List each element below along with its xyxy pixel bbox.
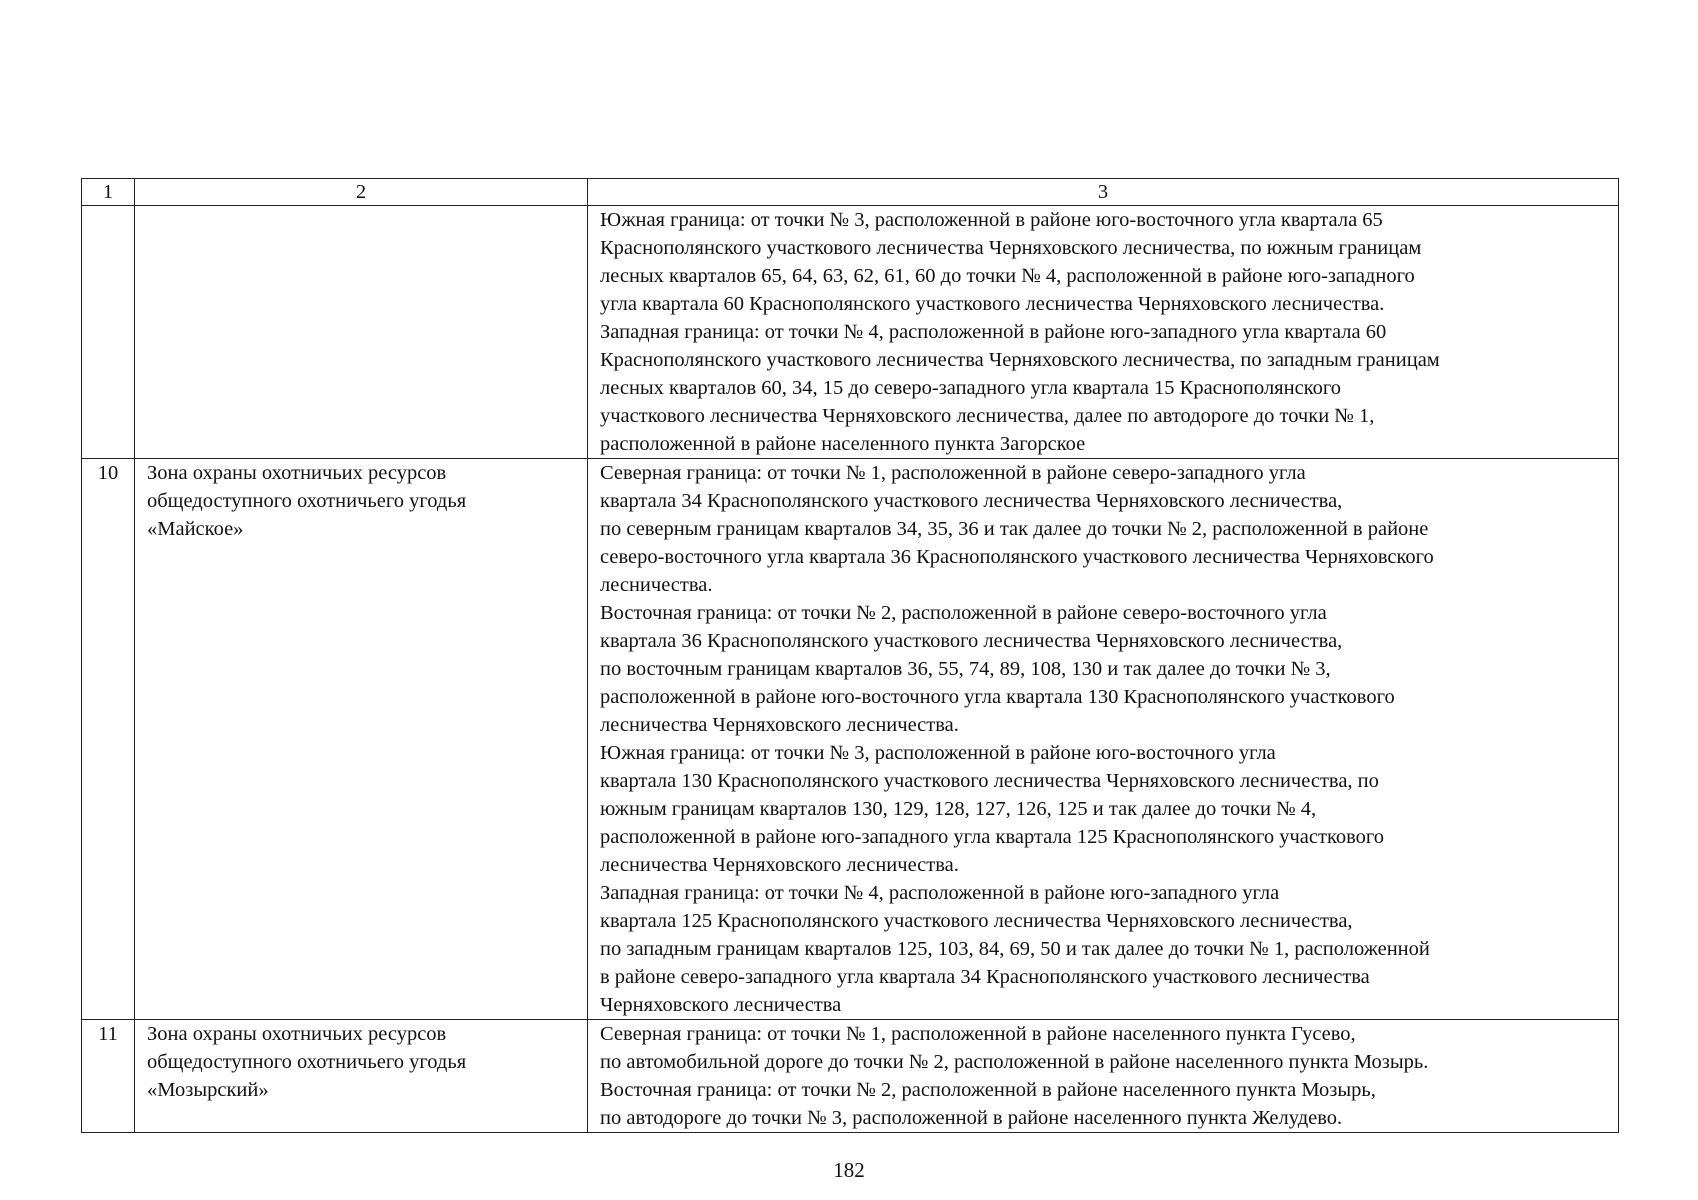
boundary-description-line: Черняховского лесничества (600, 994, 842, 1016)
zone-name-line: общедоступного охотничьего угодья (147, 1051, 467, 1073)
table-header-row (82, 179, 1619, 206)
boundary-description-line: расположенной в районе юго-восточного угла квартала 130 Краснополянского участкового (600, 686, 1395, 708)
boundary-description-line: расположенной в районе населенного пункта Загорское (600, 433, 1086, 455)
boundary-description-line: по западным границам кварталов 125, 103, 84, 69, 50 и так далее до точки № 1, расположенной (600, 938, 1430, 960)
boundary-description-line: лесничества. (600, 574, 713, 596)
boundary-description-cell (588, 206, 1619, 459)
boundary-description-line: Восточная граница: от точки № 2, расположенной в районе северо-восточного угла (600, 602, 1327, 624)
boundary-description-cell (588, 459, 1619, 1020)
boundary-description-line: квартала 130 Краснополянского участкового лесничества Черняховского лесничества, по (600, 770, 1379, 792)
row-number (82, 206, 135, 459)
zone-name-line: общедоступного охотничьего угодья (147, 490, 467, 512)
boundary-description-line: южным границам кварталов 130, 129, 128, 127, 126, 125 и так далее до точки № 4, (600, 798, 1317, 820)
boundary-description-line: расположенной в районе юго-западного угла квартала 125 Краснополянского участкового (600, 826, 1385, 848)
zone-name-line: Зона охраны охотничьих ресурсов (147, 462, 447, 484)
boundary-description-line: лесных кварталов 65, 64, 63, 62, 61, 60 до точки № 4, расположенной в районе юго-западного (600, 265, 1415, 287)
table-body (82, 206, 1619, 1133)
boundary-description-cell (588, 1020, 1619, 1133)
boundary-description-line: лесных кварталов 60, 34, 15 до северо-западного угла квартала 15 Краснополянского (600, 377, 1341, 399)
table-row (82, 459, 1619, 1020)
boundary-description-line: по восточным границам кварталов 36, 55, 74, 89, 108, 130 и так далее до точки № 3, (600, 658, 1331, 680)
boundary-description-line: квартала 125 Краснополянского участкового лесничества Черняховского лесничества, (600, 910, 1353, 932)
boundary-description-line: Южная граница: от точки № 3, расположенной в районе юго-восточного угла (600, 742, 1276, 764)
boundary-description-line: Западная граница: от точки № 4, расположенной в районе юго-западного угла квартала 60 (600, 321, 1387, 343)
boundary-description-line: по автодороге до точки № 3, расположенной в районе населенного пункта Желудево. (600, 1107, 1343, 1129)
zone-name-line: «Майское» (147, 518, 244, 540)
zone-name-line: «Мозырский» (147, 1079, 269, 1101)
boundary-description-line: по северным границам кварталов 34, 35, 36 и так далее до точки № 2, расположенной в районе (600, 518, 1429, 540)
boundary-description-line: Краснополянского участкового лесничества Черняховского лесничества, по южным границам (600, 237, 1422, 259)
boundary-description-line: Восточная граница: от точки № 2, расположенной в районе населенного пункта Мозырь, (600, 1079, 1376, 1101)
zone-name-cell (135, 206, 588, 459)
boundary-description-line: Северная граница: от точки № 1, расположенной в районе северо-западного угла (600, 462, 1306, 484)
column-header-1: 1 (82, 179, 135, 206)
zone-name-line: Зона охраны охотничьих ресурсов (147, 1023, 447, 1045)
row-number: 10 (82, 459, 135, 1020)
boundary-description-line: Северная граница: от точки № 1, расположенной в районе населенного пункта Гусево, (600, 1023, 1356, 1045)
column-header-2: 2 (135, 179, 588, 206)
row-number: 11 (82, 1020, 135, 1133)
boundary-description-line: Южная граница: от точки № 3, расположенной в районе юго-восточного угла квартала 65 (600, 209, 1383, 231)
boundary-description-line: угла квартала 60 Краснополянского участкового лесничества Черняховского лесничества. (600, 293, 1385, 315)
table-row (82, 206, 1619, 459)
boundary-description-line: участкового лесничества Черняховского лесничества, далее по автодороге до точки № 1, (600, 405, 1375, 427)
boundary-description-line: лесничества Черняховского лесничества. (600, 854, 959, 876)
boundary-description-line: северо-восточного угла квартала 36 Краснополянского участкового лесничества Черняховского (600, 546, 1434, 568)
zone-name-cell (135, 459, 588, 1020)
boundary-description-line: лесничества Черняховского лесничества. (600, 714, 959, 736)
table-row (82, 1020, 1619, 1133)
zone-name-cell (135, 1020, 588, 1133)
boundaries-table (81, 178, 1619, 1133)
column-header-3: 3 (588, 179, 1619, 206)
page-number: 182 (833, 1158, 865, 1182)
boundary-description-line: в районе северо-западного угла квартала 34 Краснополянского участкового лесничества (600, 966, 1370, 988)
boundary-description-line: по автомобильной дороге до точки № 2, расположенной в районе населенного пункта Мозырь. (600, 1051, 1429, 1073)
boundary-description-line: квартала 36 Краснополянского участкового лесничества Черняховского лесничества, (600, 630, 1343, 652)
boundary-description-line: Краснополянского участкового лесничества Черняховского лесничества, по западным границам (600, 349, 1440, 371)
boundary-description-line: квартала 34 Краснополянского участкового лесничества Черняховского лесничества, (600, 490, 1343, 512)
boundary-description-line: Западная граница: от точки № 4, расположенной в районе юго-западного угла (600, 882, 1280, 904)
